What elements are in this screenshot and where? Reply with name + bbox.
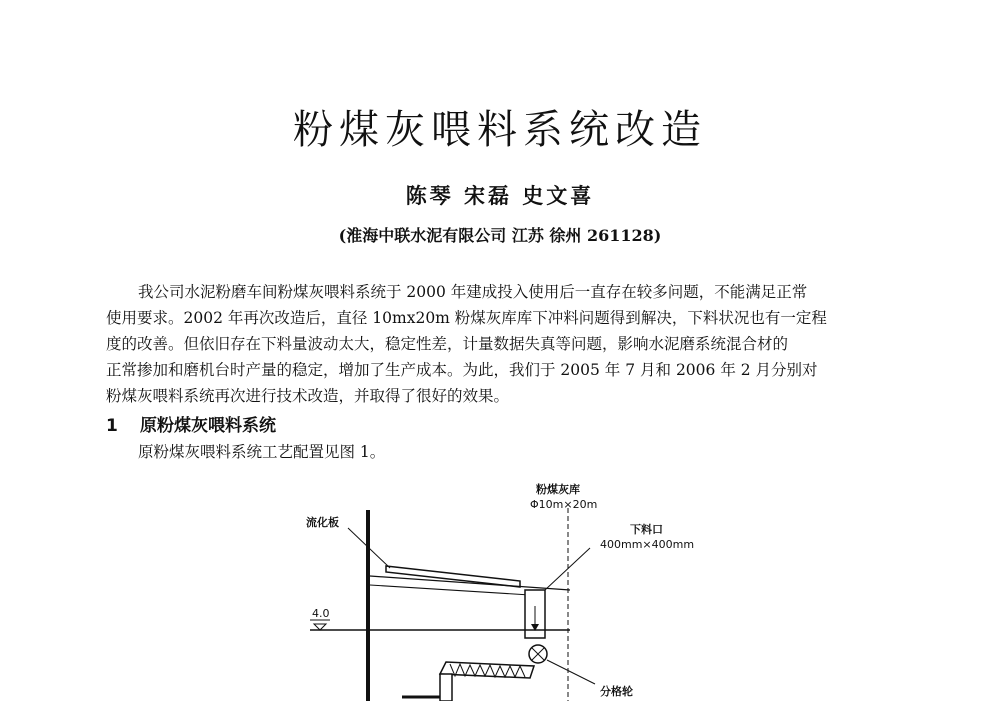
outlet-size: 400mm×400mm (600, 538, 695, 551)
abstract-line: 使用要求。2002 年再次改造后，直径 10mx20m 粉煤灰库库下冲料问题得到解决，下料状况也有一定程 (106, 309, 827, 327)
silo-size: Φ10m×20m (530, 498, 598, 511)
silo-label: 粉煤灰库 (536, 483, 580, 496)
section-title: 原粉煤灰喂料系统 (140, 416, 276, 436)
elevation-label: 4.0 (312, 607, 330, 620)
body-paragraph: 原粉煤灰喂料系统工艺配置见图 1。 (138, 443, 386, 461)
abstract-line: 正常掺加和磨机台时产量的稳定，增加了生产成本。为此，我们于 2005 年 7 月和 2006 年 2 月分别对 (106, 361, 818, 379)
rotary-feeder-leader (547, 660, 595, 684)
fluidizing-plate-label: 流化板 (306, 516, 339, 529)
paper-title: 粉煤灰喂料系统改造 (293, 107, 707, 153)
abstract-line: 我公司水泥粉磨车间粉煤灰喂料系统于 2000 年建成投入使用后一直存在较多问题，不能满足正常 (138, 283, 808, 301)
section-heading (106, 411, 276, 436)
silo-floor-lower (370, 585, 530, 595)
rotary-feeder-label: 分格轮 (600, 685, 633, 698)
conveyor-support (440, 674, 452, 701)
elevation-marker (314, 624, 326, 630)
affiliation: (淮海中联水泥有限公司 江苏 徐州 261128) (338, 226, 662, 245)
author-list: 陈琴 宋磊 史文喜 (405, 183, 595, 208)
screw-conveyor (440, 662, 534, 678)
section-number: 1 (106, 416, 118, 436)
abstract-line: 度的改善。但依旧存在下料量波动太大，稳定性差，计量数据失真等问题，影响水泥磨系统混合材的 (106, 335, 789, 353)
abstract-paragraph (106, 279, 884, 409)
outlet-label: 下料口 (630, 523, 663, 536)
fluidizing-plate (386, 566, 520, 587)
abstract-line: 粉煤灰喂料系统再次进行技术改造，并取得了很好的效果。 (106, 387, 510, 405)
figure-1-process-diagram (290, 478, 710, 701)
